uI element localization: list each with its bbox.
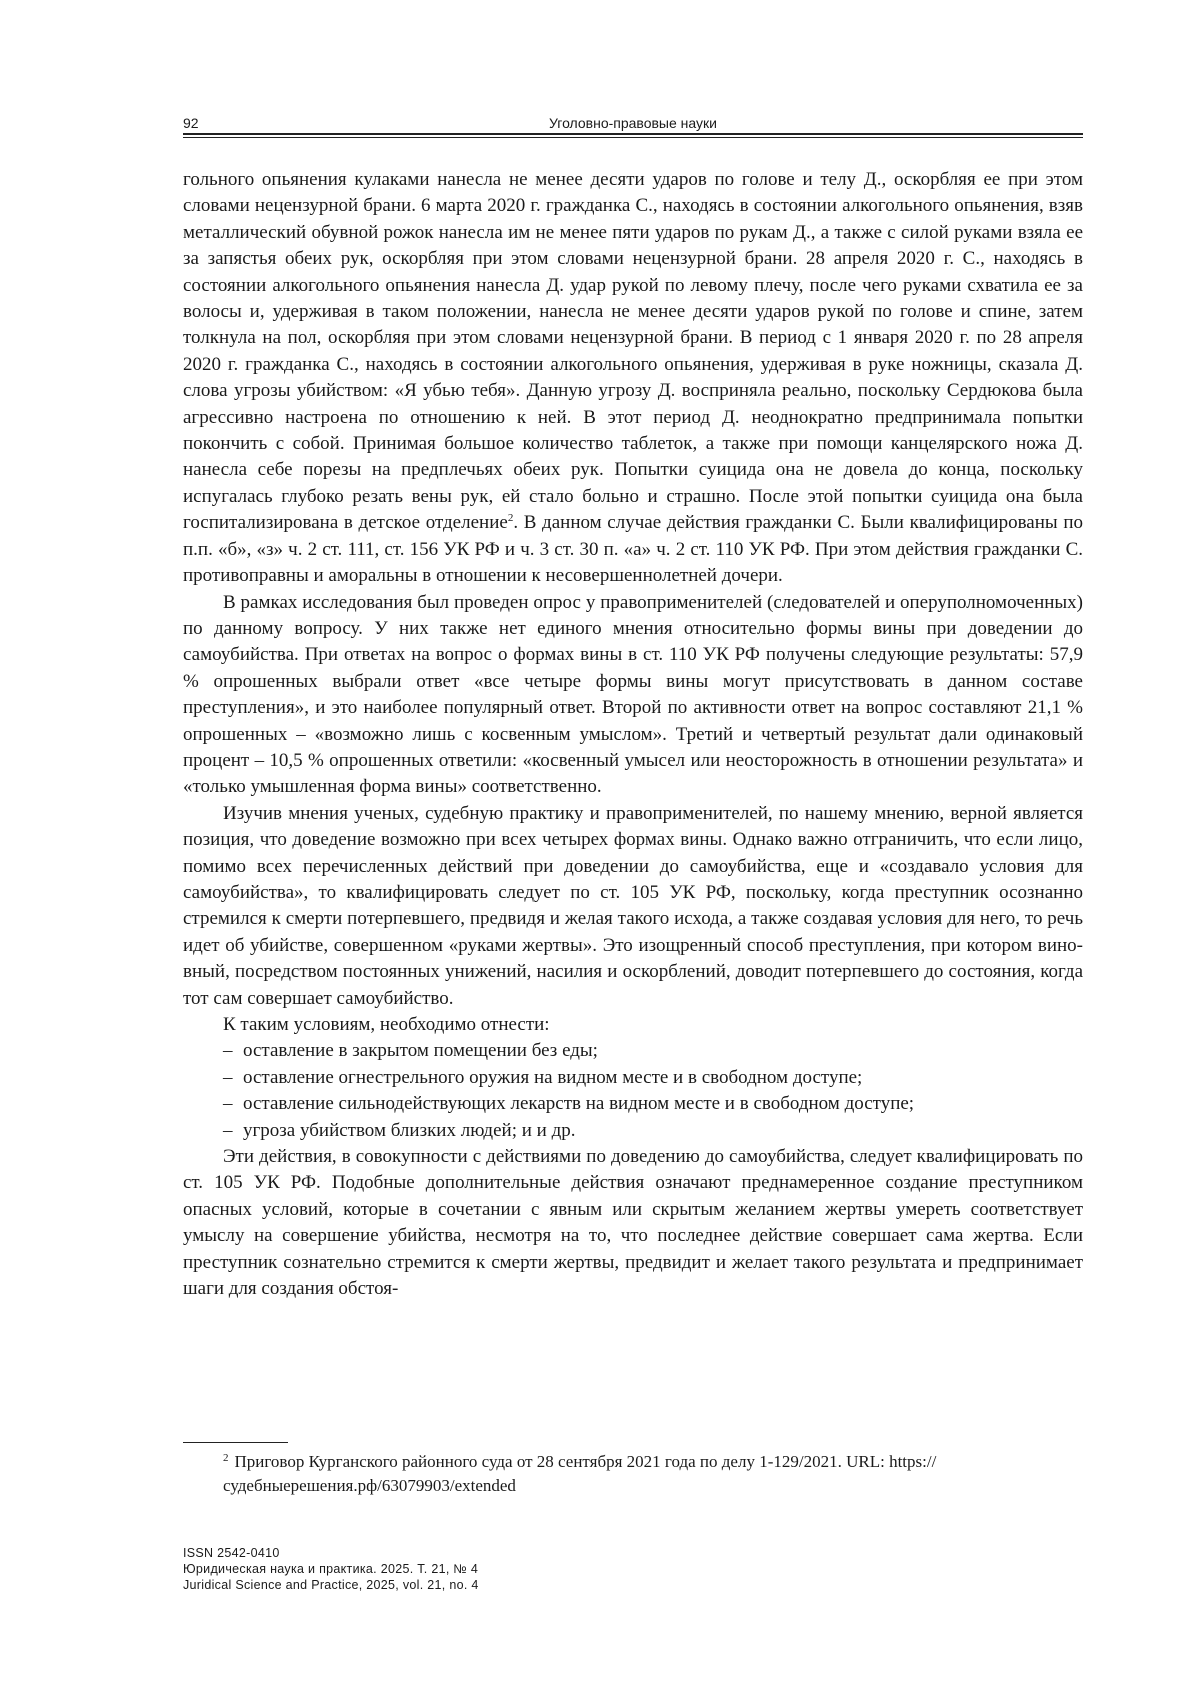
list-item-text: оставление огнестрельного оружия на видном месте и в свободном доступе; [243, 1066, 863, 1088]
header-rule-thick [183, 133, 1083, 135]
list-item [183, 1118, 1083, 1144]
list-dash: – [223, 1066, 233, 1088]
footnote-reference[interactable]: 2 [507, 512, 514, 525]
conditions-list [183, 1038, 1083, 1144]
list-item [183, 1091, 1083, 1117]
footer-journal-en: Juridical Science and Practice, 2025, vol. 21, no. 4 [183, 1578, 479, 1592]
header-rule-thin [183, 137, 1083, 138]
paragraph-text-part1: гольного опьянения кулаками нанесла не менее десяти ударов по голове и телу Д., оскорбляя ее при этом словами нецензурной брани. 6 марта 2020 г. гражданка С., находясь в состоянии алкогольного опьянения, взяв металлический обувной рожок нанесла им не менее пяти ударов по рукам Д., а также с силой руками взяла ее за запястья обеих рук, оскорбляя при этом словами нецензурной брани. 28 апреля 2020 г. С., находясь в состоянии алкогольного опьянения нанесла Д. удар рукой по левому плечу, после чего руками схватила ее за волосы и, удерживая в таком положении, нанесла не менее десяти ударов рукой по голове и спине, затем толкнула на пол, оскорбляя при этом словами нецензурной брани. В период с 1 января 2020 г. по 28 апреля 2020 г. гражданка С., находясь в состоянии алкогольного опьянения, удерживая в руке ножницы, сказала Д. слова угрозы убийством: «Я убью тебя». Данную угрозу Д. восприняла реально, поскольку Сердюкова была агрессивно настроена по отношению к ней. В этот период Д. неоднократно предпринимала попытки покончить с собой. Принимая большое количество таблеток, а также при помощи канцелярского ножа Д. нанесла себе порезы на предплечьях обеих рук. Попытки суицида она не довела до конца, поскольку испугалась глубоко резать вены рук, ей стало больно и страшно. После этой попытки суицида она была госпитализирована в детское отделение [183, 169, 1083, 534]
footnote [183, 1450, 1083, 1498]
list-dash: – [223, 1119, 233, 1141]
footnote-mark: 2 [223, 1452, 229, 1464]
list-item-text: угроза убийством близких людей; и и др. [243, 1119, 576, 1141]
footer-journal-ru: Юридическая наука и практика. 2025. Т. 21, № 4 [183, 1562, 479, 1576]
footer-issn: ISSN 2542-0410 [183, 1546, 280, 1560]
footnote-body [183, 1450, 1083, 1498]
paragraph-text-part2: . В данном случае действия гражданки С. Были квалифицированы по п.п. «б», «з» ч. 2 ст. 111, ст. 156 УК РФ и ч. 3 ст. 30 п. «а» ч. 2 ст. 110 УК РФ. При этом действия гражданки С. противоправны и аморальны в отношении к несовершеннолетней дочери. [183, 512, 1083, 587]
paragraph-qualification: Эти действия, в совокупности с действиями по доведению до самоубийства, следует квалифицировать по ст. 105 УК РФ. Подобные дополнительные действия означают преднамеренное создание преступником опасных условий, которые в сочетании с явным или скрытым желанием жертвы умереть соответствует умыслу на совершение убийства, несмотря на то, что последнее действие совершает сама жертва. Если преступник сознательно стремится к смерти жертвы, предвидит и желает такого результата и предпринимает шаги для создания обстоя- [183, 1146, 1083, 1300]
list-dash: – [223, 1040, 233, 1062]
article-body [183, 167, 1083, 1302]
paragraph-survey: В рамках исследования был проведен опрос у правоприменителей (следователей и оперуполномоченных) по данному вопросу. У них также нет единого мнения относительно формы вины при доведении до самоубийства. При ответах на вопрос о формах вины в ст. 110 УК РФ получены следующие результаты: 57,9 % опрошенных выбрали ответ «все четыре формы вины могут присутствовать в данном составе преступления», и это наиболее популярный ответ. Второй по активности ответ на вопрос составляют 21,1 % опрошенных – «возможно лишь с косвенным умыслом». Третий и четвертый результат дали одинаковый процент – 10,5 % опрошенных ответили: «косвенный умысел или неосторожность в отношении результата» и «только умышленная форма вины» соответственно. [183, 591, 1083, 798]
list-dash: – [223, 1093, 233, 1115]
section-title: Уголовно-правовые науки [549, 115, 717, 131]
paragraph-conditions-intro: К таким условиям, необходимо отнести: [223, 1014, 550, 1035]
footnote-text[interactable]: Приговор Курганского районного суда от 28 сентября 2021 года по делу 1-129/2021. URL: https://судебныерешения.рф/63079903/extended [223, 1452, 937, 1495]
list-item [183, 1065, 1083, 1091]
page-footer [183, 1545, 683, 1593]
list-item [183, 1038, 1083, 1064]
paragraph-continuation [183, 167, 1083, 590]
footnote-separator [183, 1442, 288, 1443]
paragraph-position: Изучив мнения ученых, судебную практику и правоприменителей, по нашему мнению, верной является позиция, что доведение возможно при всех четырех формах вины. Однако важно отграничить, что если лицо, помимо всех перечисленных действий при доведении до самоубийства, еще и «создавало условия для самоубийства», то квалифицировать следует по ст. 105 УК РФ, поскольку, когда преступник осознанно стремился к смерти потерпевшего, предвидя и желая такого исхода, а также создавая условия для него, то речь идет об убийстве, совершенном «руками жертвы». Это изощренный способ преступления, при котором виновный, посредством постоянных унижений, насилия и оскорблений, доводит потерпевшего до состояния, когда тот сам совершает самоубийство. [183, 802, 1083, 1009]
page-number: 92 [183, 115, 199, 131]
list-item-text: оставление в закрытом помещении без еды; [243, 1040, 598, 1062]
list-item-text: оставление сильнодействующих лекарств на видном месте и в свободном доступе; [243, 1093, 915, 1115]
